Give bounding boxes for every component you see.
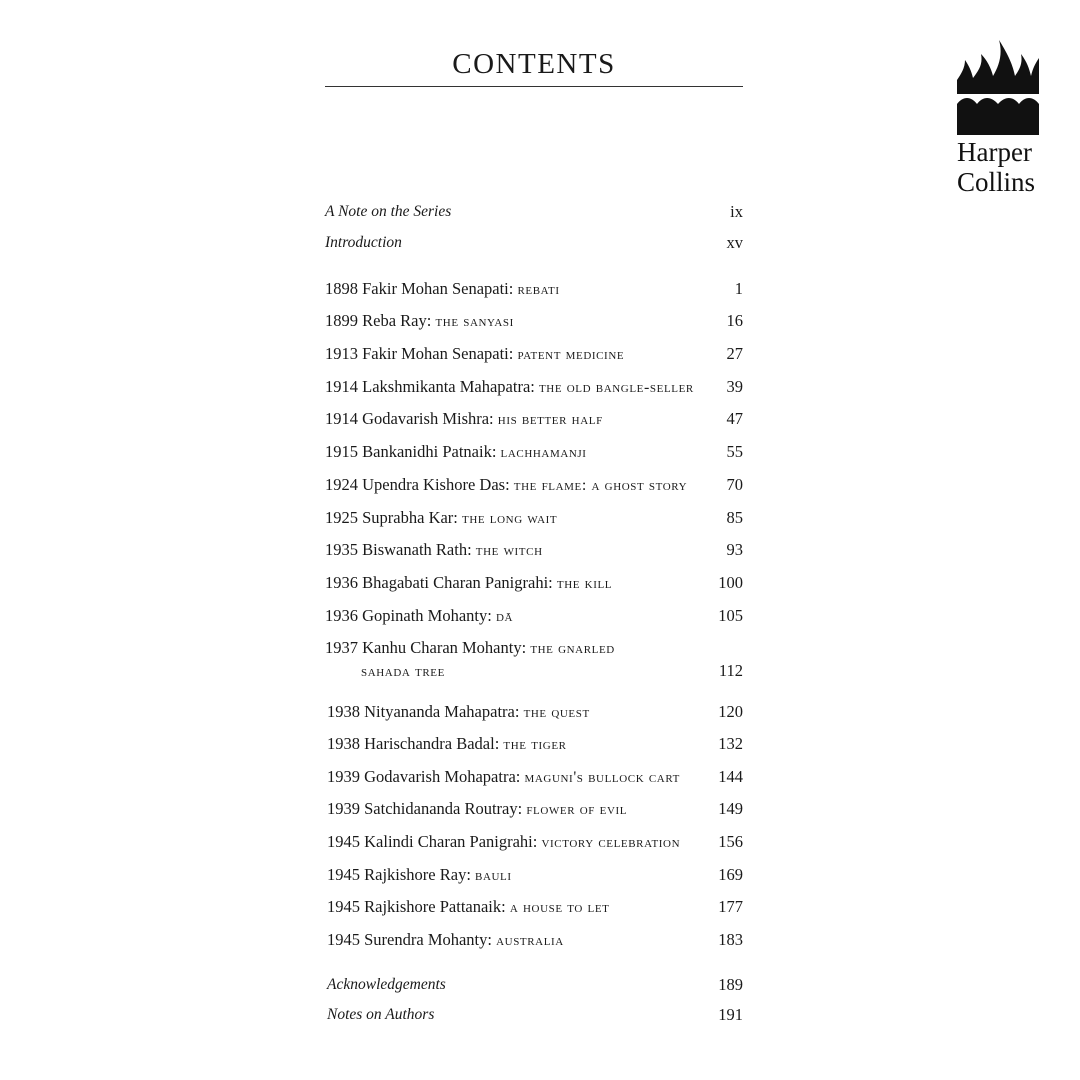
toc-entry[interactable] — [327, 832, 743, 853]
entry-page: 16 — [726, 311, 743, 330]
toc-entry[interactable] — [325, 606, 743, 627]
entry-title: patent medicine — [517, 346, 625, 363]
toc-entry[interactable] — [325, 508, 743, 529]
entry-page: 112 — [718, 661, 743, 680]
entry-page: 169 — [718, 865, 743, 884]
entry-title: the kill — [556, 575, 613, 592]
toc-entry[interactable] — [325, 279, 743, 300]
entry-title: dā — [495, 608, 514, 625]
entry-title: the tiger — [503, 736, 567, 753]
entry-title: the sanyasi — [435, 313, 514, 330]
entry-page: ix — [730, 202, 743, 221]
toc-entry[interactable] — [327, 734, 743, 755]
entry-title: lachhamanji — [500, 444, 587, 461]
entry-author: 1939 Godavarish Mohapatra: — [327, 767, 521, 786]
entry-page: 100 — [718, 573, 743, 592]
entry-label: Introduction — [325, 234, 402, 251]
entry-page: 189 — [718, 975, 743, 994]
toc-entry[interactable] — [325, 638, 743, 659]
entry-page: 47 — [726, 409, 743, 428]
toc-entry[interactable] — [325, 377, 743, 398]
entry-page: 120 — [718, 702, 743, 721]
toc-entry[interactable] — [327, 930, 743, 951]
toc-entry[interactable] — [325, 442, 743, 463]
entry-author: 1938 Nityananda Mahapatra: — [327, 702, 520, 721]
entry-page: 183 — [718, 930, 743, 949]
entry-title: the long wait — [462, 510, 558, 527]
entry-author: 1945 Surendra Mohanty: — [327, 930, 492, 949]
toc-entry[interactable] — [327, 975, 743, 995]
entry-author: 1925 Suprabha Kar: — [325, 508, 458, 527]
toc-entry-continuation[interactable] — [325, 661, 743, 682]
entry-page: 191 — [718, 1005, 743, 1024]
toc-entry[interactable] — [325, 540, 743, 561]
entry-page: 39 — [726, 377, 743, 396]
entry-author: 1898 Fakir Mohan Senapati: — [325, 279, 514, 298]
entry-author: 1914 Godavarish Mishra: — [325, 409, 494, 428]
page-title: CONTENTS — [452, 48, 616, 80]
entry-page: xv — [726, 233, 743, 252]
entry-title: the gnarled — [530, 640, 615, 657]
entry-author: 1936 Gopinath Mohanty: — [325, 606, 492, 625]
entry-page: 55 — [726, 442, 743, 461]
entry-title-continued: sahada tree — [361, 663, 445, 680]
entry-title: victory celebration — [541, 834, 681, 851]
entry-title: the quest — [523, 704, 590, 721]
toc-entry[interactable] — [327, 702, 743, 723]
entry-page: 85 — [726, 508, 743, 527]
entry-label: Notes on Authors — [327, 1006, 435, 1023]
toc-entry[interactable] — [327, 1005, 743, 1025]
entry-title: rebati — [517, 281, 560, 298]
toc-entry[interactable] — [325, 475, 743, 496]
entry-title: a house to let — [509, 899, 610, 916]
entry-page: 177 — [718, 897, 743, 916]
entry-page: 70 — [726, 475, 743, 494]
toc-entry[interactable] — [325, 233, 743, 253]
toc-entry[interactable] — [327, 865, 743, 886]
entry-title: the flame: a ghost story — [513, 477, 688, 494]
entry-author: 1936 Bhagabati Charan Panigrahi: — [325, 573, 553, 592]
entry-author: 1938 Harischandra Badal: — [327, 734, 500, 753]
toc-entry[interactable] — [327, 799, 743, 820]
entry-author: 1945 Kalindi Charan Panigrahi: — [327, 832, 538, 851]
toc-entry[interactable] — [325, 409, 743, 430]
entry-title: his better half — [497, 411, 603, 428]
toc-entry[interactable] — [327, 767, 743, 788]
entry-author: 1939 Satchidananda Routray: — [327, 799, 523, 818]
entry-title: bauli — [475, 867, 512, 884]
entry-label: Acknowledgements — [327, 976, 446, 993]
entry-title: australia — [496, 932, 564, 949]
entry-author: 1899 Reba Ray: — [325, 311, 432, 330]
entry-page: 105 — [718, 606, 743, 625]
entry-page: 149 — [718, 799, 743, 818]
toc-entry[interactable] — [325, 311, 743, 332]
entry-author: 1913 Fakir Mohan Senapati: — [325, 344, 514, 363]
entry-page: 93 — [726, 540, 743, 559]
publisher-name-line1: Harper — [957, 137, 1032, 167]
entry-author: 1924 Upendra Kishore Das: — [325, 475, 510, 494]
entry-title: maguni's bullock cart — [524, 769, 680, 786]
entry-title: flower of evil — [526, 801, 628, 818]
entry-author: 1914 Lakshmikanta Mahapatra: — [325, 377, 535, 396]
toc-entry[interactable] — [325, 202, 743, 222]
entry-title: the old bangle-seller — [538, 379, 694, 396]
publisher-name-line2: Collins — [957, 167, 1036, 197]
entry-page: 156 — [718, 832, 743, 851]
entry-page: 27 — [726, 344, 743, 363]
toc-entry[interactable] — [327, 897, 743, 918]
entry-author: 1945 Rajkishore Ray: — [327, 865, 471, 884]
entry-page: 144 — [718, 767, 743, 786]
toc-entry[interactable] — [325, 573, 743, 594]
entry-author: 1915 Bankanidhi Patnaik: — [325, 442, 497, 461]
entry-label: A Note on the Series — [325, 203, 452, 220]
entry-page: 1 — [734, 279, 743, 298]
entry-author: 1937 Kanhu Charan Mohanty: — [325, 638, 527, 657]
entry-title: the witch — [475, 542, 543, 559]
toc-entry[interactable] — [325, 344, 743, 365]
entry-author: 1945 Rajkishore Pattanaik: — [327, 897, 506, 916]
entry-author: 1935 Biswanath Rath: — [325, 540, 472, 559]
entry-page: 132 — [718, 734, 743, 753]
